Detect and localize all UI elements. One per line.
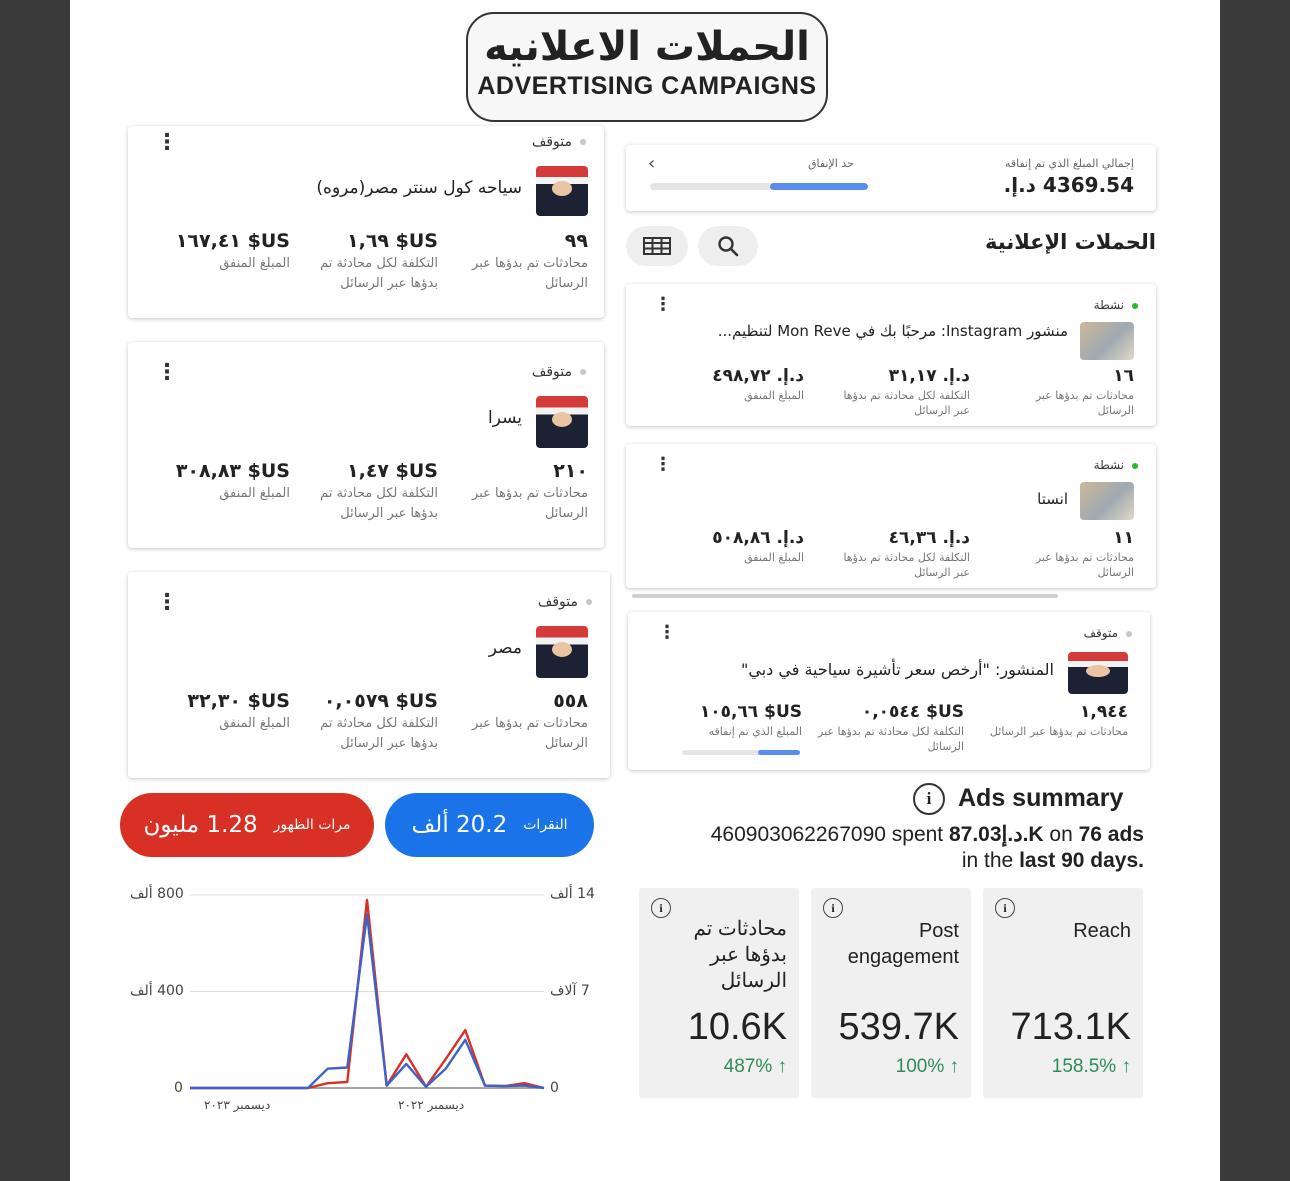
status-badge: متوقف	[532, 134, 586, 150]
header-title-ar: الحملات الاعلانيه	[484, 24, 810, 70]
campaign-card[interactable]	[626, 444, 1156, 588]
campaign-card[interactable]	[128, 572, 610, 778]
impressions-pill[interactable]	[120, 793, 374, 857]
stat-value: 10.6K	[687, 1006, 787, 1048]
campaign-title: المنشور: "أرخص سعر تأشيرة سياحية في دبي"	[741, 660, 1054, 679]
campaign-thumbnail	[1080, 482, 1134, 520]
stat-card-reach[interactable]	[983, 888, 1143, 1098]
right-tick-label: 0	[550, 1080, 559, 1096]
left-tick-label: 400 ألف	[130, 983, 184, 999]
more-options-icon[interactable]: ⋮	[156, 130, 178, 155]
line-chart	[130, 880, 610, 1130]
stat-label: محادثات تم بدؤها عبر الرسائل	[693, 918, 787, 992]
x-tick-label: ديسمبر ٢٠٢٢	[398, 1098, 465, 1112]
stat-change: 158.5% ↑	[1051, 1056, 1131, 1077]
ads-summary-title: Ads summary	[958, 784, 1124, 812]
more-options-icon[interactable]: ⋮	[658, 622, 676, 643]
metric-cost: US$ ١,٦٩ التكلفة لكل محادثة تم بدؤها عبر الرسائل	[320, 230, 438, 291]
clicks-label: النقرات	[523, 817, 568, 833]
total-spent-label: إجمالي المبلغ الذي تم إنفاقه	[1004, 157, 1134, 170]
search-icon	[717, 235, 739, 257]
stat-label: Post engagement	[847, 920, 959, 968]
impressions-label: مرات الظهور	[273, 817, 351, 833]
spend-progress-fill	[770, 183, 868, 190]
status-badge: متوقف	[1084, 626, 1132, 640]
campaign-title: يسرا	[488, 408, 522, 428]
campaign-title: مصر	[488, 638, 522, 658]
metric-cost: US$ ١,٤٧ التكلفة لكل محادثة تم بدؤها عبر الرسائل	[320, 460, 438, 521]
metric-spent: د.إ. ٤٩٨,٧٢ المبلغ المنفق	[712, 366, 804, 402]
table-view-button[interactable]	[626, 226, 688, 266]
metric-spent: US$ ١٠٥,٦٦ المبلغ الذي تم إنفاقه	[699, 702, 802, 738]
campaign-thumbnail	[536, 626, 588, 678]
right-tick-label: 14 ألف	[550, 886, 595, 902]
campaign-title: انستا	[1037, 490, 1068, 508]
campaign-card[interactable]	[128, 126, 604, 318]
stat-change: 100% ↑	[895, 1056, 959, 1077]
status-badge: نشطة	[1094, 298, 1138, 312]
info-icon[interactable]: i	[823, 898, 843, 918]
page-header	[466, 12, 828, 122]
metric-conversations: ١,٩٤٤ محادثات تم بدؤها عبر الرسائل	[989, 702, 1128, 738]
metric-spent: US$ ٣٢,٣٠ المبلغ المنفق	[187, 690, 290, 731]
campaign-title: سياحه كول سنتر مصر(مروه)	[316, 178, 522, 198]
info-icon[interactable]: i	[913, 783, 945, 815]
chevron-left-icon[interactable]: ‹	[648, 153, 656, 174]
metric-conversations: ٢١٠ محادثات تم بدؤها عبر الرسائل	[472, 460, 588, 521]
metric-spent: US$ ١٦٧,٤١ المبلغ المنفق	[175, 230, 290, 271]
metric-cost: د.إ. ٣١,١٧ التكلفة لكل محادثة تم بدؤها عبر الرسائل	[843, 366, 970, 417]
stat-label: Reach	[1073, 920, 1131, 942]
metric-conversations: ١٦ محادثات تم بدؤها عبر الرسائل	[1035, 366, 1134, 417]
more-options-icon[interactable]: ⋮	[654, 454, 672, 475]
stat-value: 713.1K	[1010, 1006, 1131, 1048]
campaign-title: منشور Instagram: مرحبًا بك في Mon Reve لتنظيم...	[717, 322, 1068, 340]
chart-series-line-0	[190, 900, 544, 1088]
metric-conversations: ١١ محادثات تم بدؤها عبر الرسائل	[1035, 528, 1134, 579]
chart-series-line-1	[190, 914, 544, 1088]
status-badge: متوقف	[538, 594, 592, 610]
left-tick-label: 800 ألف	[130, 886, 184, 902]
status-badge: نشطة	[1094, 458, 1138, 472]
spent-progress-track	[682, 750, 800, 755]
info-icon[interactable]: i	[995, 898, 1015, 918]
metric-spent: US$ ٣٠٨,٨٣ المبلغ المنفق	[175, 460, 290, 501]
header-title-en: ADVERTISING CAMPAIGNS	[477, 72, 817, 100]
status-badge: متوقف	[532, 364, 586, 380]
x-tick-label: ديسمبر ٢٠٢٣	[204, 1098, 271, 1112]
metric-cost: د.إ. ٤٦,٣٦ التكلفة لكل محادثة تم بدؤها عبر الرسائل	[843, 528, 970, 579]
campaign-card[interactable]	[628, 612, 1150, 770]
campaign-thumbnail	[536, 396, 588, 448]
clicks-pill[interactable]	[385, 793, 594, 857]
spent-progress-fill	[758, 750, 800, 755]
spend-limit-label: حد الإنفاق	[808, 157, 854, 170]
chart-svg	[130, 880, 610, 1130]
left-tick-label: 0	[174, 1080, 183, 1096]
more-options-icon[interactable]: ⋮	[654, 294, 672, 315]
stat-value: 539.7K	[838, 1006, 959, 1048]
page	[70, 0, 1220, 1181]
right-tick-label: 7 آلاف	[550, 983, 590, 999]
campaign-thumbnail	[1068, 652, 1128, 694]
total-spent-value: 4369.54 د.إ.	[1003, 173, 1134, 197]
stat-card-post-engagement[interactable]	[811, 888, 971, 1098]
ads-summary-text: 460903062267090 spent 87.03د.إ.K on 76 ads in the last 90 days.	[710, 823, 1144, 872]
campaign-card[interactable]	[626, 284, 1156, 426]
stat-card-conversations[interactable]	[639, 888, 799, 1098]
spend-progress-track	[650, 183, 868, 190]
more-options-icon[interactable]: ⋮	[156, 360, 178, 385]
metric-spent: د.إ. ٥٠٨,٨٦ المبلغ المنفق	[712, 528, 804, 564]
scroll-indicator[interactable]	[632, 594, 1058, 598]
campaign-thumbnail	[1080, 322, 1134, 360]
table-icon	[643, 237, 671, 255]
campaign-card[interactable]	[128, 342, 604, 548]
metric-conversations: ٩٩ محادثات تم بدؤها عبر الرسائل	[472, 230, 588, 291]
clicks-value: 20.2 ألف	[411, 812, 508, 838]
metric-cost: US$ ٠,٠٥٧٩ التكلفة لكل محادثة تم بدؤها عبر الرسائل	[320, 690, 438, 751]
metric-cost: US$ ٠,٠٥٤٤ التكلفة لكل محادثة تم بدؤها عبر الرسائل	[818, 702, 964, 753]
section-title: الحملات الإعلانية	[985, 230, 1156, 254]
impressions-value: 1.28 مليون	[143, 812, 258, 838]
metric-conversations: ٥٥٨ محادثات تم بدؤها عبر الرسائل	[472, 690, 588, 751]
more-options-icon[interactable]: ⋮	[156, 590, 178, 615]
campaign-thumbnail	[536, 166, 588, 216]
spend-limit-card[interactable]	[626, 145, 1156, 211]
info-icon[interactable]: i	[651, 898, 671, 918]
stat-change: 487% ↑	[723, 1056, 787, 1077]
search-button[interactable]	[698, 226, 758, 266]
